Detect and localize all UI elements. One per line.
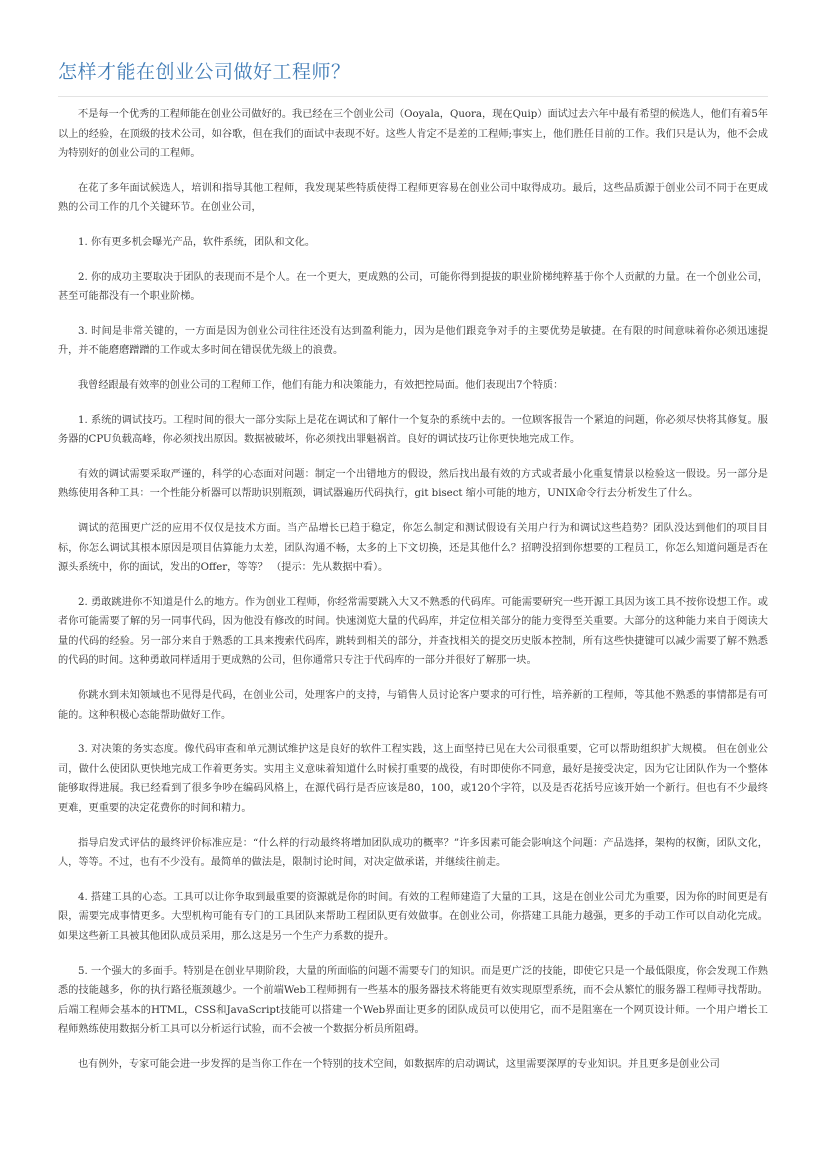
trait-1-debugging: 1. 系统的调试技巧。工程时间的很大一部分实际上是花在调试和了解什一个复杂的系统中去的。一位顾客报告一个紧迫的问题，你必须尽快将其修复。服务器的CPU负载高峰，你必须找出原因。数据被破坏，你必须找出罪魁祸首。良好的调试技巧让你更快地完成工作。 [58,414,768,446]
paragraph-intro: 不是每一个优秀的工程师能在创业公司做好的。我已经在三个创业公司（Ooyala，Quora，现在Quip）面试过去六年中最有希望的候选人，他们有着5年以上的经验，在顶级的技术公司，如谷歌，但在我们的面试中表现不好。这些人肯定不是差的工程师;事实上，他们胜任目前的工作。我们只是认为，他不会成为特别好的创业公司的工程师。 [58,109,768,160]
list-item-point-3: 3. 时间是非常关键的，一方面是因为创业公司往往还没有达到盈利能力，因为是他们跟竞争对手的主要优势是敏捷。在有限的时间意味着你必须迅速提升，并不能磨磨蹭蹭的工作或太多时间在错误优先级上的浪费。 [58,325,768,357]
paragraph: 我曾经跟最有效率的创业公司的工程师工作，他们有能力和决策能力，有效把控局面。他们表现出7个特质： [78,379,564,391]
page-title: 怎样才能在创业公司做好工程师？ [58,61,351,83]
article [58,58,768,1090]
trait-4-tool-building: 4. 搭建工具的心态。工具可以让你争取到最重要的资源就是你的时间。有效的工程师建造了大量的工具，这是在创业公司尤为重要，因为你的时间更是有限，需要完成事情更多。大型机构可能有专门的工具团队来帮助工程团队更有效做事。在创业公司，你搭建工具能力越强，更多的手动工作可以自动化完成。如果这些新工具被其他团队成员采用，那么这是另一个生产力系数的提升。 [58,891,768,942]
paragraph: 在花了多年面试候选人，培训和指导其他工程师，我发现某些特质使得工程师更容易在创业公司中取得成功。最后，这些品质源于创业公司不同于在更成熟的公司工作的几个关键环节。在创业公司， [58,182,768,214]
article-body [58,105,768,1075]
trait-5-generalist: 5. 一个强大的多面手。特别是在创业早期阶段，大量的所面临的问题不需要专门的知识。而是更广泛的技能，即使它只是一个最低限度，你会发现工作熟悉的技能越多，你的执行路径瓶颈越少。一个前端Web工程师拥有一些基本的服务器技术将能更有效实现原型系统，而不会从繁忙的服务器工程师寻找帮助。后端工程师会基本的HTML，CSS和JavaScript技能可以搭建一个Web界面让更多的团队成员可以使用它，而不是阻塞在一个网页设计师。一个用户增长工程师熟练使用数据分析工具可以分析运行试验，而不会被一个数据分析员所阻碍。 [58,965,768,1036]
trait-2-unknown-code: 2. 勇敢跳进你不知道是什么的地方。作为创业工程师，你经常需要跳入大又不熟悉的代码库。可能需要研究一些开源工具因为该工具不按你设想工作。或者你可能需要了解的另一同事代码，因为他没有修改的时间。快速浏览大量的代码库，并定位相关部分的能力变得至关重要。大部分的这种能力来自于阅读大量的代码的经验。另一部分来自于熟悉的工具来搜索代码库，跳转到相关的部分，并查找相关的提交历史版本控制，所有这些快捷键可以减少需要了解不熟悉的代码的时间。这种勇敢同样适用于更成熟的公司，但你通常只专注于代码库的一部分并很好了解那一块。 [58,596,768,667]
paragraph: 指导启发式评估的最终评价标准应是：“什么样的行动最终将增加团队成功的概率？”许多因素可能会影响这个问题：产品选择，架构的权衡，团队文化，人，等等。不过，也有不少没有。最简单的做法是，限制讨论时间，对决定做承诺，并继续往前走。 [58,837,768,869]
list-item-point-1: 1. 你有更多机会曝光产品，软件系统，团队和文化。 [78,236,316,248]
paragraph: 有效的调试需要采取严谨的，科学的心态面对问题：制定一个出错地方的假设，然后找出最有效的方式或者最小化重复情景以检验这一假设。另一部分是熟练使用各种工具：一个性能分析器可以帮助识别瓶颈，调试器遍历代码执行，git bisect 缩小可能的地方，UNIX命令行去分析发生了什么。 [58,468,768,500]
title-divider [58,96,768,97]
trait-3-pragmatism: 3. 对决策的务实态度。像代码审查和单元测试维护这是良好的软件工程实践，这上面坚持已见在大公司很重要，它可以帮助组织扩大规模。 但在创业公司，做什么使团队更快地完成工作着更务实。实用主义意味着知道什么时候打重要的战役，有时即使你不同意，最好是接受决定，因为它让团队作为一个整体能够取得进展。我已经看到了很多争吵在编码风格上，在源代码行是否应该是80，100，或120个字符，以及是否花括号应该开始一个新行。但也有不少最终更难，更重要的决定花费你的时间和精力。 [58,744,768,815]
paragraph: 调试的范围更广泛的应用不仅仅是技术方面。当产品增长已趋于稳定，你怎么制定和测试假设有关用户行为和调试这些趋势？团队没达到他们的项目目标，你怎么调试其根本原因是项目估算能力太差，团队沟通不畅，太多的上下文切换，还是其他什么？招聘没招到你想要的工程员工，你怎么知道问题是否在源头系统中，你的面试，发出的Offer，等等？ （提示：先从数据中看）。 [58,522,768,574]
list-item-point-2: 2. 你的成功主要取决于团队的表现而不是个人。在一个更大，更成熟的公司，可能你得到提拔的职业阶梯纯粹基于你个人贡献的力量。在一个创业公司，甚至可能都没有一个职业阶梯。 [58,271,768,303]
paragraph: 你跳水到未知领域也不见得是代码，在创业公司，处理客户的支持，与销售人员讨论客户要求的可行性，培养新的工程师，等其他不熟悉的事情都是有可能的。这种积极心态能帮助做好工作。 [58,690,768,721]
paragraph: 也有例外，专家可能会进一步发挥的是当你工作在一个特别的技术空间，如数据库的启动调试，这里需要深厚的专业知识。并且更多是创业公司 [78,1058,720,1070]
